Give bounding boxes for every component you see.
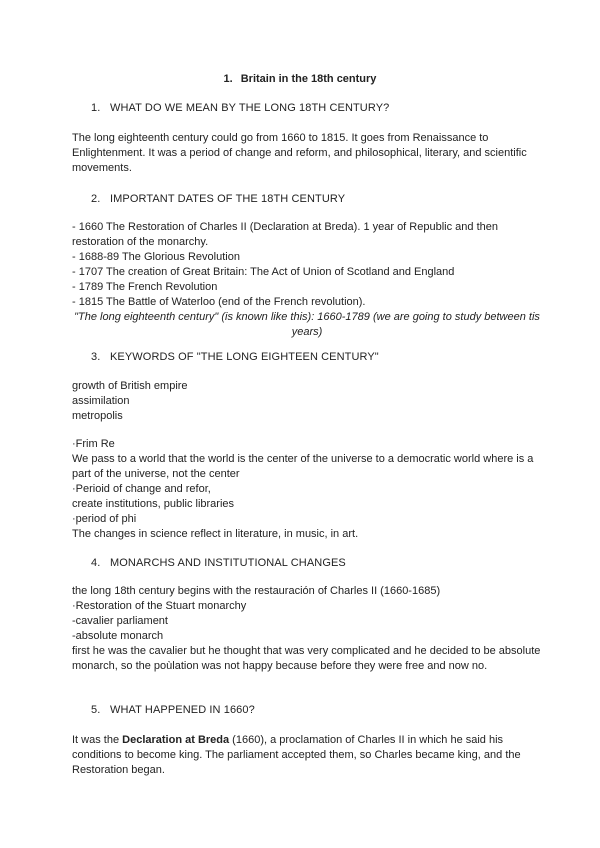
keyword: growth of British empire [72, 380, 188, 392]
text-line: ·Restoration of the Stuart monarchy [72, 600, 247, 612]
note-line: The changes in science reflect in literature, in music, in art. [72, 528, 359, 540]
section-5-body [72, 733, 542, 778]
quote: "The long eighteenth century" (is known like this): 1660-1789 (we are going to study between tis years) [74, 311, 540, 338]
keyword: metropolis [72, 410, 123, 422]
note-line: ·period of phi [72, 513, 137, 525]
section-heading-text: MONARCHS AND INSTITUTIONAL CHANGES [110, 557, 346, 569]
section-heading-3 [91, 350, 379, 365]
paragraph-suffix: (1660), a proclamation of Charles II in which he said his conditions to become king. The parliament accepted them, so Charles became king, and the Restoration began. [72, 734, 521, 776]
date-line: - 1789 The French Revolution [72, 281, 218, 293]
section-heading-5 [91, 703, 255, 718]
section-heading-1 [91, 101, 389, 116]
date-line: - 1707 The creation of Great Britain: The Act of Union of Scotland and England [72, 266, 455, 278]
section-heading-text: WHAT HAPPENED IN 1660? [110, 704, 255, 716]
section-number: 5. [91, 704, 101, 716]
section-number: 3. [91, 351, 101, 363]
section-heading-text: KEYWORDS OF "THE LONG EIGHTEEN CENTURY" [110, 351, 379, 363]
title-number: 1. [223, 73, 233, 85]
paragraph: The long eighteenth century could go from 1660 to 1815. It goes from Renaissance to Enlightenment. It was a period of change and reform, and philosophical, literary, and scientific movements. [72, 132, 527, 174]
section-heading-4 [91, 556, 346, 571]
note-line: ·Frim Re [72, 438, 115, 450]
section-number: 2. [91, 193, 101, 205]
section-heading-text: WHAT DO WE MEAN BY THE LONG 18TH CENTURY? [110, 102, 390, 114]
paragraph [72, 733, 542, 778]
section-3-keywords [72, 379, 542, 424]
text-line: the long 18th century begins with the restauración of Charles II (1660-1685) [72, 585, 441, 597]
section-2-body [72, 220, 542, 340]
text-line: -absolute monarch [72, 630, 164, 642]
note-line: create institutions, public libraries [72, 498, 235, 510]
note-line: We pass to a world that the world is the center of the universe to a democratic world where is a part of the universe, not the center [72, 453, 534, 480]
document-title [0, 72, 600, 87]
section-3-notes [72, 437, 542, 542]
note-line: ·Perioid of change and refor, [72, 483, 211, 495]
section-heading-2 [91, 192, 345, 207]
title-text: Britain in the 18th century [240, 73, 377, 85]
section-4-body [72, 584, 542, 674]
date-line: - 1815 The Battle of Waterloo (end of the French revolution). [72, 296, 366, 308]
date-line: - 1688-89 The Glorious Revolution [72, 251, 240, 263]
section-number: 4. [91, 557, 101, 569]
text-line: -cavalier parliament [72, 615, 168, 627]
keyword: assimilation [72, 395, 130, 407]
date-line: - 1660 The Restoration of Charles II (Declaration at Breda). 1 year of Republic and then restoration of the monarchy. [72, 221, 498, 248]
text-line: first he was the cavalier but he thought that was very complicated and he decided to be absolute monarch, so the poùlation was not happy because before they were free and now no. [72, 645, 541, 672]
section-1-body [72, 131, 542, 176]
bold-term: Declaration at Breda [122, 734, 230, 746]
section-number: 1. [91, 102, 101, 114]
section-heading-text: IMPORTANT DATES OF THE 18TH CENTURY [110, 193, 346, 205]
paragraph-prefix: It was the [72, 734, 123, 746]
